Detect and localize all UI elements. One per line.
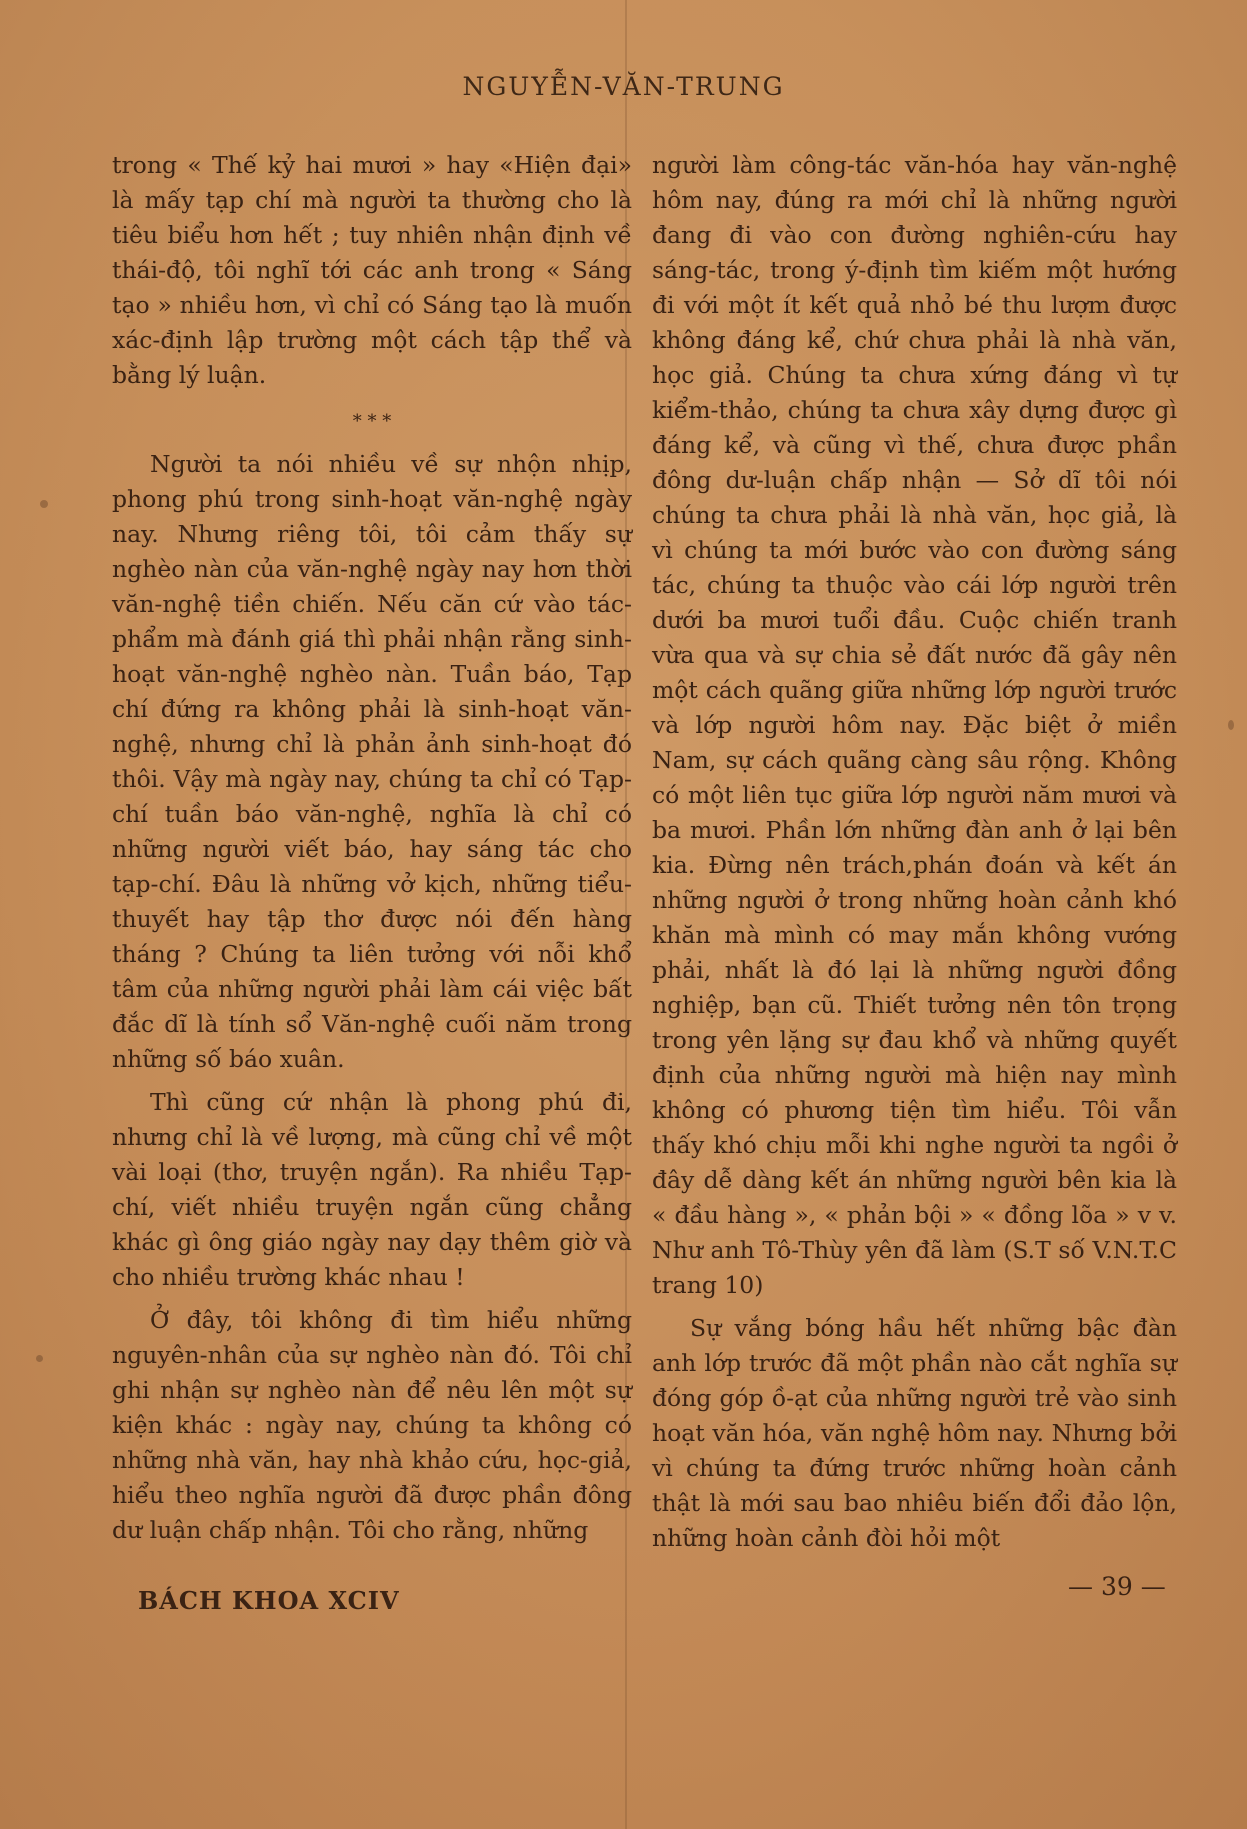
right-column bbox=[652, 148, 1177, 1556]
paper-stain bbox=[1228, 720, 1234, 730]
left-column bbox=[112, 148, 632, 1548]
paper-stain bbox=[36, 1355, 43, 1362]
paragraph: Ở đây, tôi không đi tìm hiểu những nguyên-nhân của sự nghèo nàn đó. Tôi chỉ ghi nhận sự nghèo nàn để nêu lên một sự kiện khác : ngày nay, chúng ta không có những nhà văn, hay nhà khảo cứu, học-giả, hiểu theo nghĩa người đã được phần đông dư luận chấp nhận. Tôi cho rằng, những bbox=[112, 1306, 632, 1544]
section-separator: * * * bbox=[352, 411, 392, 432]
page-number: — 39 — bbox=[1068, 1572, 1166, 1601]
paragraph: Thì cũng cứ nhận là phong phú đi, nhưng chỉ là về lượng, mà cũng chỉ về một vài loại (thơ, truyện ngắn). Ra nhiều Tạp-chí, viết nhiều truyện ngắn cũng chẳng khác gì ông giáo ngày nay dạy thêm giờ và cho nhiều trường khác nhau ! bbox=[112, 1088, 632, 1291]
paragraph: trong « Thế kỷ hai mươi » hay «Hiện đại» là mấy tạp chí mà người ta thường cho là tiêu biểu hơn hết ; tuy nhiên nhận định về thái-độ, tôi nghĩ tới các anh trong « Sáng tạo » nhiều hơn, vì chỉ có Sáng tạo là muốn xác-định lập trường một cách tập thể và bằng lý luận. bbox=[112, 151, 632, 389]
paper-stain bbox=[40, 500, 48, 508]
paragraph: Sự vắng bóng hầu hết những bậc đàn anh lớp trước đã một phần nào cắt nghĩa sự đóng góp ồ-ạt của những người trẻ vào sinh hoạt văn hóa, văn nghệ hôm nay. Nhưng bởi vì chúng ta đứng trước những hoàn cảnh thật là mới sau bao nhiêu biến đổi đảo lộn, những hoàn cảnh đòi hỏi một bbox=[652, 1314, 1177, 1552]
paragraph: người làm công-tác văn-hóa hay văn-nghệ hôm nay, đúng ra mới chỉ là những người đang đi vào con đường nghiên-cứu hay sáng-tác, trong ý-định tìm kiếm một hướng đi với một ít kết quả nhỏ bé thu lượm được không đáng kể, chứ chưa phải là nhà văn, học giả. Chúng ta chưa xứng đáng vì tự kiểm-thảo, chúng ta chưa xây dựng được gì đáng kể, và cũng vì thế, chưa được phần đông dư-luận chấp nhận — Sở dĩ tôi nói chúng ta chưa phải là nhà văn, học giả, là vì chúng ta mới bước vào con đường sáng tác, chúng ta thuộc vào cái lớp người trên dưới ba mươi tuổi đầu. Cuộc chiến tranh vừa qua và sự chia sẻ đất nước đã gây nên một cách quãng giữa những lớp người trước và lớp người hôm nay. Đặc biệt ở miền Nam, sự cách quãng càng sâu rộng. Không có một liên tục giữa lớp người năm mươi và ba mươi. Phần lớn những đàn anh ở lại bên kia. Đừng nên trách,phán đoán và kết án những người ở trong những hoàn cảnh khó khăn mà mình có may mắn không vướng phải, nhất là đó lại là những người đồng nghiệp, bạn cũ. Thiết tưởng nên tôn trọng trong yên lặng sự đau khổ và những quyết định của những người mà hiện nay mình không có phương tiện tìm hiểu. Tôi vẫn thấy khó chịu mỗi khi nghe người ta ngồi ở đây dễ dàng kết án những người bên kia là « đầu hàng », « phản bội » « đồng lõa » v v. Như anh Tô-Thùy yên đã làm (S.T số V.N.T.C trang 10) bbox=[652, 151, 1177, 1299]
magazine-issue: BÁCH KHOA XCIV bbox=[138, 1586, 400, 1615]
running-header: NGUYỄN-VĂN-TRUNG bbox=[462, 72, 785, 101]
paragraph: Người ta nói nhiều về sự nhộn nhịp, phong phú trong sinh-hoạt văn-nghệ ngày nay. Nhưng riêng tôi, tôi cảm thấy sự nghèo nàn của văn-nghệ ngày nay hơn thời văn-nghệ tiền chiến. Nếu căn cứ vào tác-phẩm mà đánh giá thì phải nhận rằng sinh-hoạt văn-nghệ nghèo nàn. Tuần báo, Tạp chí đứng ra không phải là sinh-hoạt văn-nghệ, nhưng chỉ là phản ảnh sinh-hoạt đó thôi. Vậy mà ngày nay, chúng ta chỉ có Tạp-chí tuần báo văn-nghệ, nghĩa là chỉ có những người viết báo, hay sáng tác cho tạp-chí. Đâu là những vở kịch, những tiểu-thuyết hay tập thơ được nói đến hàng tháng ? Chúng ta liên tưởng với nỗi khổ tâm của những người phải làm cái việc bất đắc dĩ là tính sổ Văn-nghệ cuối năm trong những số báo xuân. bbox=[112, 450, 632, 1073]
